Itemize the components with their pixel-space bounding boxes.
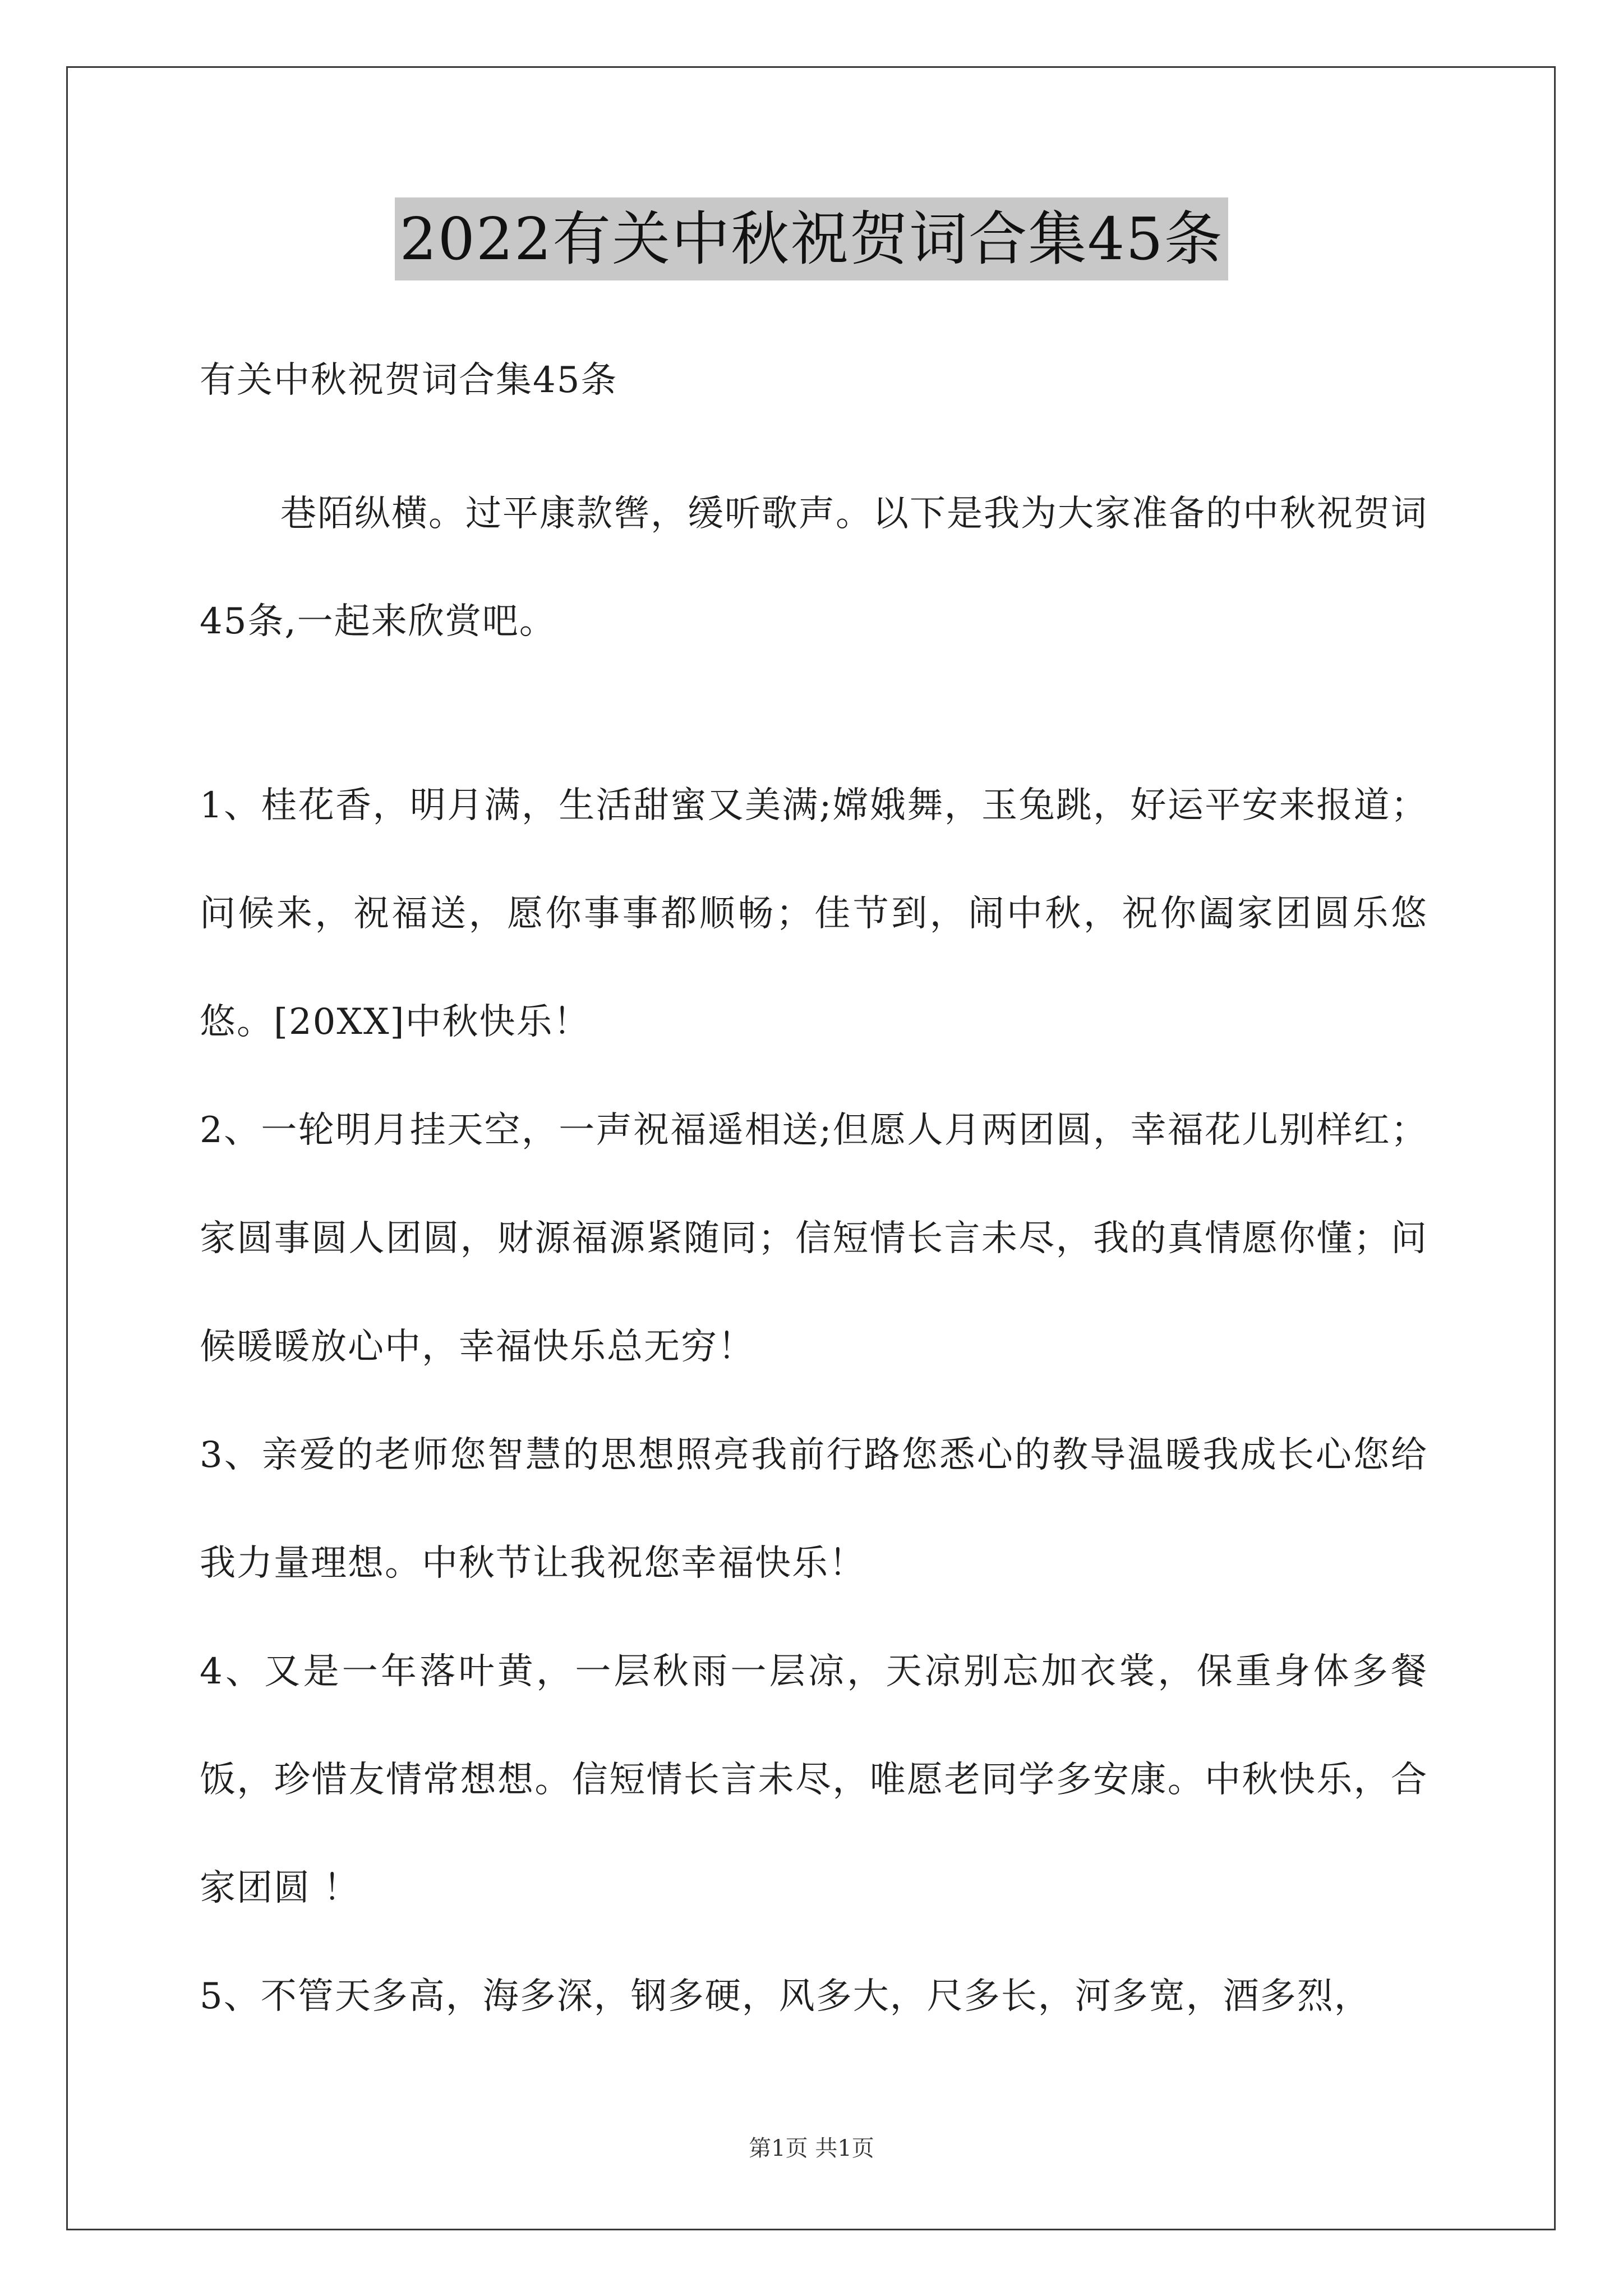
list-item: 3、亲爱的老师您智慧的思想照亮我前行路您悉心的教导温暖我成长心您给我力量理想。中秋节让我祝您幸福快乐！	[200, 1434, 1428, 1584]
list-item: 2、一轮明月挂天空，一声祝福遥相送;但愿人月两团圆，幸福花儿别样红；家圆事圆人团圆，财源福源紧随同；信短情长言未尽，我的真情愿你懂；问候暖暖放心中，幸福快乐总无穷！	[200, 1110, 1428, 1368]
document-subtitle: 有关中秋祝贺词合集45条	[200, 360, 618, 401]
list-item: 5、不管天多高，海多深，钢多硬，风多大，尺多长，河多宽，酒多烈，	[200, 1976, 1371, 2017]
page-footer: 第1页 共1页	[749, 2136, 874, 2161]
title-wrap	[0, 197, 1623, 280]
list-item: 1、桂花香，明月满，生活甜蜜又美满;嫦娥舞，玉兔跳，好运平安来报道；问候来，祝福送，愿你事事都顺畅；佳节到，闹中秋，祝你阖家团圆乐悠悠。[20XX]中秋快乐！	[200, 785, 1428, 1043]
intro-paragraph: 巷陌纵横。过平康款辔，缓听歌声。以下是我为大家准备的中秋祝贺词45条,一起来欣赏吧。	[200, 493, 1428, 642]
page-title: 2022有关中秋祝贺词合集45条	[395, 197, 1228, 280]
greetings-list	[200, 752, 1428, 2051]
list-item: 4、又是一年落叶黄，一层秋雨一层凉，天凉别忘加衣裳，保重身体多餐饭，珍惜友情常想想。信短情长言未尽，唯愿老同学多安康。中秋快乐，合家团圆 ！	[200, 1651, 1428, 1909]
